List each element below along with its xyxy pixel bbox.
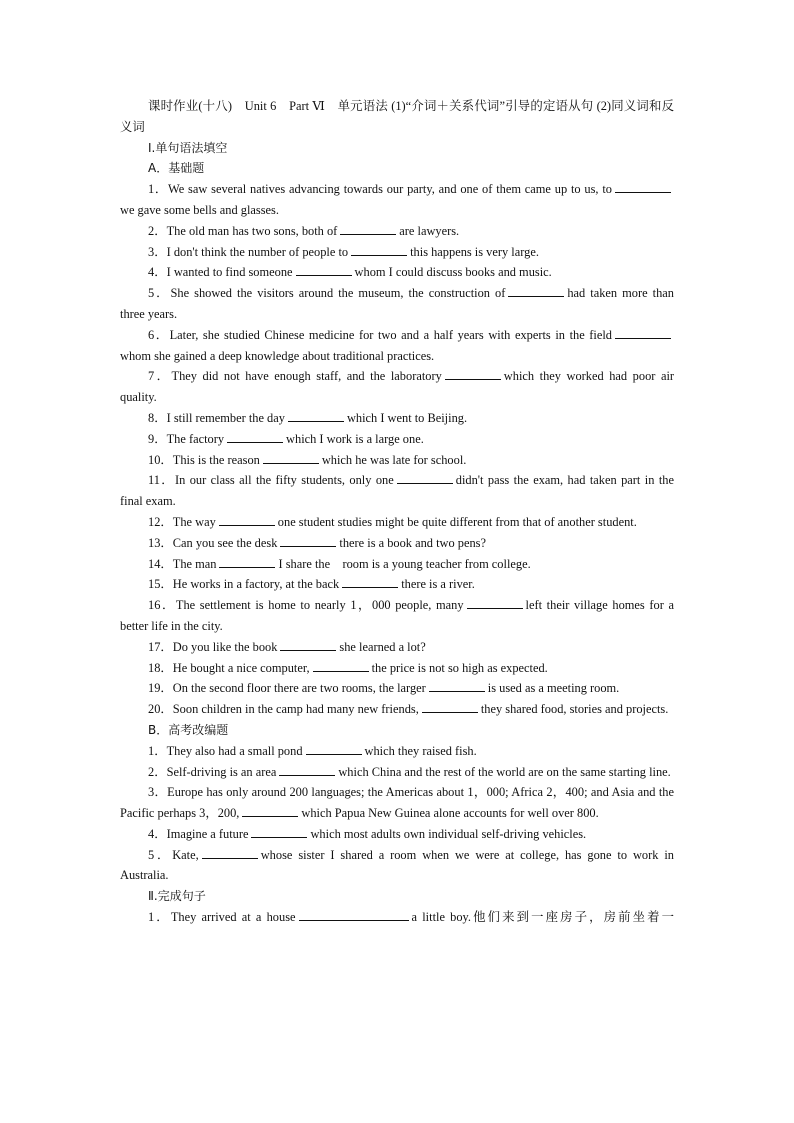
question-text-after: the price is not so high as expected.: [371, 660, 548, 675]
question-item: [120, 637, 674, 658]
question-text-before: I wanted to find someone: [166, 265, 293, 280]
question-text-after: had taken more than three years.: [120, 286, 675, 321]
answer-blank[interactable]: [313, 658, 369, 672]
section-1-heading: Ⅰ.单句语法填空: [148, 140, 228, 155]
question-number: 14．: [148, 556, 173, 571]
question-item: [120, 845, 674, 887]
question-text-before: Soon children in the camp had many new friends,: [172, 702, 419, 717]
question-text-after: which they raised fish.: [364, 743, 477, 758]
question-item: [120, 595, 674, 637]
question-text-after: whom I could discuss books and music.: [354, 265, 552, 280]
question-text-before: Imagine a future: [166, 826, 249, 841]
question-text-after: whom she gained a deep knowledge about traditional practices.: [120, 348, 435, 363]
question-text-before: Can you see the desk: [172, 535, 278, 550]
answer-blank[interactable]: [615, 325, 671, 339]
question-item: [120, 678, 674, 699]
question-number: 6．: [148, 327, 170, 342]
question-item: [120, 283, 674, 325]
question-number: 1．: [148, 182, 169, 197]
question-text-before: In our class all the fifty students, only one: [174, 473, 394, 488]
part-a-questions: [120, 179, 674, 720]
answer-blank[interactable]: [467, 595, 523, 609]
question-text-after: I share the room is a young teacher from college.: [278, 556, 531, 571]
answer-blank[interactable]: [299, 907, 409, 921]
question-text-before: The old man has two sons, both of: [166, 223, 338, 238]
question-text-after: didn't pass the exam, had taken part in the final exam.: [120, 473, 674, 509]
question-number: 9．: [148, 431, 167, 446]
question-item: [120, 450, 674, 471]
question-number: 2．: [148, 223, 167, 238]
part-a-heading: A．基础题: [148, 161, 205, 176]
question-text-before: Kate,: [172, 847, 199, 862]
question-item: [120, 179, 674, 221]
question-item: [120, 554, 674, 575]
answer-blank[interactable]: [429, 678, 485, 692]
question-text-before: He works in a factory, at the back: [172, 577, 340, 592]
question-item: [120, 221, 674, 242]
question-number: 12．: [148, 514, 173, 529]
answer-blank[interactable]: [615, 179, 671, 193]
question-text-before: This is the reason: [172, 452, 260, 467]
question-number: 18．: [148, 660, 173, 675]
answer-blank[interactable]: [296, 262, 352, 276]
answer-blank[interactable]: [445, 366, 501, 380]
question-text-after: which they worked had poor air quality.: [120, 369, 675, 405]
section-2-heading: Ⅱ.完成句子: [148, 889, 206, 904]
answer-blank[interactable]: [422, 699, 478, 713]
question-number: 1．: [148, 743, 167, 758]
question-text-before: They arrived at a house: [170, 910, 296, 925]
part-b-questions: [120, 741, 674, 887]
answer-blank[interactable]: [508, 283, 564, 297]
question-number: 19．: [148, 681, 173, 696]
question-text-before: She showed the visitors around the museum, the construction of: [170, 286, 506, 301]
question-number: 16．: [148, 598, 176, 613]
question-text-after: which I went to Beijing.: [346, 410, 468, 425]
question-text-before: I still remember the day: [166, 410, 285, 425]
question-item: [120, 574, 674, 595]
question-text-after: is used as a meeting room.: [487, 681, 620, 696]
answer-blank[interactable]: [242, 803, 298, 817]
question-number: 20．: [148, 702, 173, 717]
section-2-questions: [120, 907, 674, 928]
question-item: [120, 366, 674, 408]
question-item: [120, 242, 674, 263]
question-text-after: they shared food, stories and projects.: [480, 702, 669, 717]
question-item: [120, 512, 674, 533]
answer-blank[interactable]: [280, 533, 336, 547]
worksheet-content: [120, 96, 674, 928]
question-item: [120, 429, 674, 450]
question-text-before: We saw several natives advancing towards our party, and one of them came up to us, to: [168, 182, 612, 197]
worksheet-title: 课时作业(十八) Unit 6 Part Ⅵ 单元语法 (1)“介词＋关系代词”引导的定语从句 (2)同义词和反义词: [120, 99, 674, 134]
answer-blank[interactable]: [202, 845, 258, 859]
answer-blank[interactable]: [306, 741, 362, 755]
question-text-after: a little boy.他们来到一座房子，房前坐着一: [411, 910, 674, 925]
question-text-after: there is a book and two pens?: [339, 535, 486, 550]
question-number: 10．: [148, 452, 173, 467]
question-number: 1．: [148, 910, 171, 925]
question-text-after: which most adults own individual self-driving vehicles.: [310, 826, 587, 841]
question-item: [120, 262, 674, 283]
question-text-before: They did not have enough staff, and the laboratory: [171, 369, 442, 384]
question-item: [120, 782, 674, 824]
question-item: [120, 658, 674, 679]
question-item: [120, 408, 674, 429]
question-number: 3．: [148, 244, 167, 259]
question-number: 17．: [148, 639, 173, 654]
question-item: [120, 907, 674, 928]
question-text-after: which I work is a large one.: [286, 431, 424, 446]
question-text-before: Do you like the book: [172, 639, 278, 654]
question-text-before: The way: [172, 514, 216, 529]
question-text-before: The factory: [166, 431, 225, 446]
answer-blank[interactable]: [280, 637, 336, 651]
question-item: [120, 741, 674, 762]
question-number: 13．: [148, 535, 173, 550]
question-text-after: whose sister I shared a room when we were at college, has gone to work in Australia.: [120, 847, 674, 883]
question-text-after: we gave some bells and glasses.: [120, 202, 279, 217]
question-text-before: The settlement is home to nearly 1，000 people, many: [175, 598, 464, 613]
question-number: 15．: [148, 577, 173, 592]
question-text-after: one student studies might be quite different from that of another student.: [277, 514, 637, 529]
question-text-before: Self-driving is an area: [166, 764, 277, 779]
question-text-after: which Papua New Guinea alone accounts for well over 800.: [301, 806, 599, 821]
question-text-after: this happens is very large.: [410, 244, 539, 259]
answer-blank[interactable]: [227, 429, 283, 443]
question-number: 11．: [148, 473, 175, 488]
question-text-before: Later, she studied Chinese medicine for two and a half years with experts in the field: [169, 327, 613, 342]
question-text-before: Europe has only around 200 languages; the Americas about 1，000; Africa 2，400; and Asia and the Pacific perhaps 3，200,: [120, 785, 675, 821]
question-item: [120, 699, 674, 720]
question-number: 2．: [148, 764, 167, 779]
question-number: 8．: [148, 410, 167, 425]
answer-blank[interactable]: [397, 470, 453, 484]
question-text-before: He bought a nice computer,: [172, 660, 310, 675]
question-item: [120, 533, 674, 554]
part-b-heading: B．高考改编题: [148, 722, 229, 737]
question-number: 7．: [148, 369, 172, 384]
question-item: [120, 824, 674, 845]
question-number: 4．: [148, 826, 167, 841]
question-item: [120, 325, 674, 367]
question-text-after: there is a river.: [401, 577, 475, 592]
question-text-after: she learned a lot?: [339, 639, 426, 654]
answer-blank[interactable]: [342, 574, 398, 588]
question-number: 3．: [148, 785, 168, 800]
question-item: [120, 470, 674, 512]
question-text-after: are lawyers.: [399, 223, 460, 238]
answer-blank[interactable]: [288, 408, 344, 422]
question-text-after: which he was late for school.: [321, 452, 467, 467]
question-text-before: The man: [172, 556, 217, 571]
question-text-before: They also had a small pond: [166, 743, 303, 758]
question-item: [120, 762, 674, 783]
answer-blank[interactable]: [340, 221, 396, 235]
answer-blank[interactable]: [219, 554, 275, 568]
answer-blank[interactable]: [251, 824, 307, 838]
question-number: 4．: [148, 265, 167, 280]
answer-blank[interactable]: [263, 450, 319, 464]
question-text-after: left their village homes for a better life in the city.: [120, 598, 674, 633]
question-text-before: I don't think the number of people to: [166, 244, 349, 259]
question-text-after: which China and the rest of the world are on the same starting line.: [338, 764, 671, 779]
answer-blank[interactable]: [351, 242, 407, 256]
question-number: 5．: [148, 286, 171, 301]
question-text-before: On the second floor there are two rooms, the larger: [172, 681, 426, 696]
answer-blank[interactable]: [219, 512, 275, 526]
question-number: 5．: [148, 847, 173, 862]
answer-blank[interactable]: [279, 762, 335, 776]
